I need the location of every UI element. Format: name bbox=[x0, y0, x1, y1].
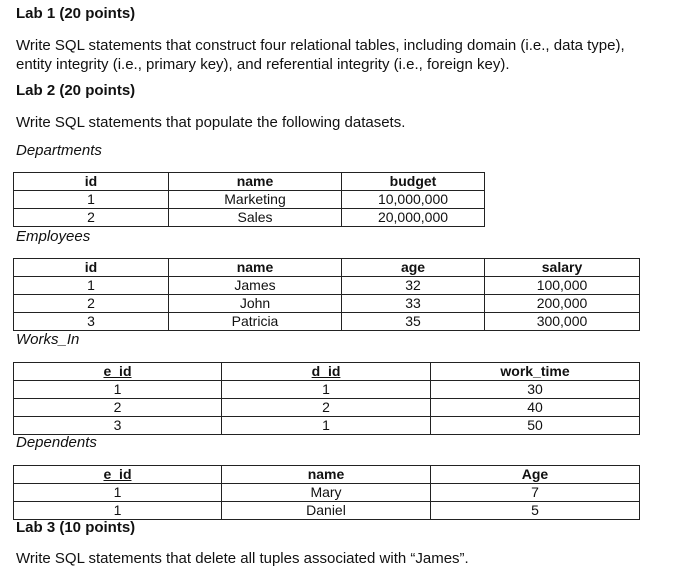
table-row bbox=[14, 417, 640, 435]
table-row bbox=[14, 295, 640, 313]
departments-table bbox=[13, 172, 485, 227]
table-header-cell: budget bbox=[342, 173, 485, 191]
employees-caption: Employees bbox=[16, 228, 91, 245]
table-cell: 1 bbox=[222, 381, 431, 399]
lab2-heading: Lab 2 (20 points) bbox=[16, 82, 136, 99]
table-cell: 32 bbox=[342, 277, 485, 295]
table-header-row bbox=[14, 259, 640, 277]
table-header-cell: id bbox=[14, 173, 169, 191]
table-row bbox=[14, 484, 640, 502]
table-row bbox=[14, 502, 640, 520]
lab2-text: Write SQL statements that populate the following datasets. bbox=[16, 114, 406, 131]
table-cell: 2 bbox=[14, 209, 169, 227]
table-cell: 1 bbox=[14, 502, 222, 520]
table-header-cell: e_id bbox=[14, 466, 222, 484]
table-cell: 2 bbox=[14, 399, 222, 417]
table-cell: James bbox=[169, 277, 342, 295]
table-cell: 100,000 bbox=[485, 277, 640, 295]
table-cell: Mary bbox=[222, 484, 431, 502]
table-cell: 300,000 bbox=[485, 313, 640, 331]
table-header-cell: age bbox=[342, 259, 485, 277]
table-header-cell: d_id bbox=[222, 363, 431, 381]
lab3-text: Write SQL statements that delete all tuples associated with “James”. bbox=[16, 550, 469, 567]
table-cell: 3 bbox=[14, 313, 169, 331]
table-header-cell: Age bbox=[431, 466, 640, 484]
dependents-caption: Dependents bbox=[16, 434, 97, 451]
table-row bbox=[14, 191, 485, 209]
table-cell: Daniel bbox=[222, 502, 431, 520]
table-header-cell: id bbox=[14, 259, 169, 277]
works-in-table bbox=[13, 362, 640, 435]
table-cell: 2 bbox=[222, 399, 431, 417]
table-header-cell: name bbox=[169, 173, 342, 191]
table-cell: 7 bbox=[431, 484, 640, 502]
table-header-cell: work_time bbox=[431, 363, 640, 381]
table-cell: 200,000 bbox=[485, 295, 640, 313]
table-header-row bbox=[14, 363, 640, 381]
table-cell: 3 bbox=[14, 417, 222, 435]
table-cell: John bbox=[169, 295, 342, 313]
table-cell: 1 bbox=[222, 417, 431, 435]
table-cell: 30 bbox=[431, 381, 640, 399]
table-header-row bbox=[14, 173, 485, 191]
table-header-cell: e_id bbox=[14, 363, 222, 381]
lab3-heading: Lab 3 (10 points) bbox=[16, 519, 136, 536]
table-cell: 40 bbox=[431, 399, 640, 417]
lab1-text-line1: Write SQL statements that construct four relational tables, including domain (i.e., data type), bbox=[16, 37, 625, 54]
table-cell: 5 bbox=[431, 502, 640, 520]
table-row bbox=[14, 399, 640, 417]
table-header-cell: name bbox=[169, 259, 342, 277]
table-cell: 1 bbox=[14, 277, 169, 295]
table-cell: 2 bbox=[14, 295, 169, 313]
table-row bbox=[14, 381, 640, 399]
departments-caption: Departments bbox=[16, 142, 102, 159]
lab1-heading: Lab 1 (20 points) bbox=[16, 5, 136, 22]
table-cell: 50 bbox=[431, 417, 640, 435]
table-header-cell: name bbox=[222, 466, 431, 484]
table-cell: 20,000,000 bbox=[342, 209, 485, 227]
dependents-table bbox=[13, 465, 640, 520]
table-cell: 1 bbox=[14, 381, 222, 399]
employees-table bbox=[13, 258, 640, 331]
table-cell: 33 bbox=[342, 295, 485, 313]
table-row bbox=[14, 313, 640, 331]
table-cell: 35 bbox=[342, 313, 485, 331]
table-cell: Patricia bbox=[169, 313, 342, 331]
table-cell: 10,000,000 bbox=[342, 191, 485, 209]
works-in-caption: Works_In bbox=[16, 331, 80, 348]
table-row bbox=[14, 277, 640, 295]
table-cell: Sales bbox=[169, 209, 342, 227]
table-row bbox=[14, 209, 485, 227]
table-header-cell: salary bbox=[485, 259, 640, 277]
table-cell: Marketing bbox=[169, 191, 342, 209]
table-cell: 1 bbox=[14, 484, 222, 502]
table-cell: 1 bbox=[14, 191, 169, 209]
lab1-text-line2: entity integrity (i.e., primary key), and referential integrity (i.e., foreign key). bbox=[16, 56, 510, 73]
table-header-row bbox=[14, 466, 640, 484]
